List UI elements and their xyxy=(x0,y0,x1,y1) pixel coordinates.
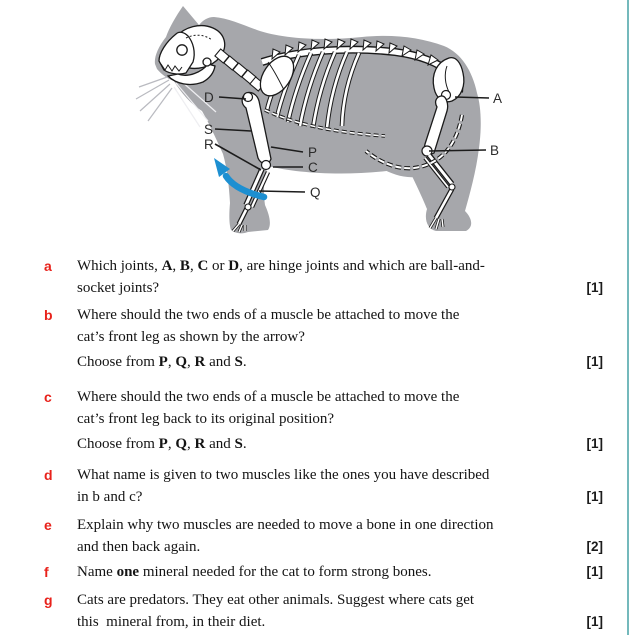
question-letter: e xyxy=(44,517,52,533)
question-block xyxy=(77,561,603,583)
question-line: Cats are predators. They eat other animals. Suggest where cats get xyxy=(77,592,475,608)
question-row xyxy=(0,514,603,558)
question-line: Choose from P, Q, R and S. xyxy=(77,436,247,452)
leader-line-Q xyxy=(259,191,305,192)
marks-badge: [2] xyxy=(586,539,603,554)
label-R: R xyxy=(204,137,214,152)
question-letter: g xyxy=(44,592,53,608)
question-line: cat’s front leg as shown by the arrow? xyxy=(77,329,305,345)
question-body xyxy=(77,386,603,455)
question-block xyxy=(77,589,603,633)
question-line: Which joints, A, B, C or D, are hinge joints and which are ball-and- xyxy=(77,258,485,274)
question-line: this mineral from, in their diet. xyxy=(77,614,266,630)
question-row xyxy=(0,386,603,455)
question-letter: f xyxy=(44,564,49,580)
leader-line-B xyxy=(429,150,486,151)
question-letter: a xyxy=(44,258,52,274)
marks-badge: [1] xyxy=(586,564,603,579)
question-line: socket joints? xyxy=(77,280,160,296)
question-letter: d xyxy=(44,467,53,483)
label-S: S xyxy=(204,122,214,137)
cat-skeleton-svg xyxy=(0,0,635,248)
label-A: A xyxy=(493,91,503,106)
question-line: Name one mineral needed for the cat to form strong bones. xyxy=(77,564,432,580)
question-line: Choose from P, Q, R and S. xyxy=(77,354,247,370)
question-body xyxy=(77,464,603,508)
question-block xyxy=(77,351,603,373)
marks-badge: [1] xyxy=(586,280,603,295)
marks-badge: [1] xyxy=(586,489,603,504)
label-Q: Q xyxy=(310,185,321,200)
question-block xyxy=(77,255,603,299)
question-body xyxy=(77,589,603,633)
question-row xyxy=(0,464,603,508)
marks-badge: [1] xyxy=(586,354,603,369)
question-line: Where should the two ends of a muscle be attached to move the xyxy=(77,307,460,323)
label-P: P xyxy=(308,145,318,160)
question-block xyxy=(77,514,603,558)
questions-list xyxy=(0,255,603,633)
question-block xyxy=(77,386,603,430)
marks-badge: [1] xyxy=(586,614,603,629)
question-row xyxy=(0,589,603,633)
question-body xyxy=(77,304,603,373)
question-letter: c xyxy=(44,389,52,405)
label-B: B xyxy=(490,143,500,158)
label-D: D xyxy=(204,90,214,105)
question-letter: b xyxy=(44,307,53,323)
question-body xyxy=(77,255,603,299)
marks-badge: [1] xyxy=(586,436,603,451)
question-row xyxy=(0,304,603,373)
question-line: and then back again. xyxy=(77,539,201,555)
question-block xyxy=(77,433,603,455)
whiskers xyxy=(136,76,172,121)
page-edge-rule xyxy=(627,0,629,635)
question-line: What name is given to two muscles like the ones you have described xyxy=(77,467,490,483)
question-row xyxy=(0,255,603,299)
question-row xyxy=(0,561,603,583)
cat-skeleton-diagram xyxy=(0,0,635,248)
question-line: Explain why two muscles are needed to move a bone in one direction xyxy=(77,517,494,533)
label-C: C xyxy=(308,160,318,175)
question-line: in b and c? xyxy=(77,489,143,505)
question-block xyxy=(77,464,603,508)
question-body xyxy=(77,561,603,583)
question-line: Where should the two ends of a muscle be attached to move the xyxy=(77,389,460,405)
question-line: cat’s front leg back to its original position? xyxy=(77,411,335,427)
leader-line-A xyxy=(455,97,489,98)
question-block xyxy=(77,304,603,348)
question-body xyxy=(77,514,603,558)
